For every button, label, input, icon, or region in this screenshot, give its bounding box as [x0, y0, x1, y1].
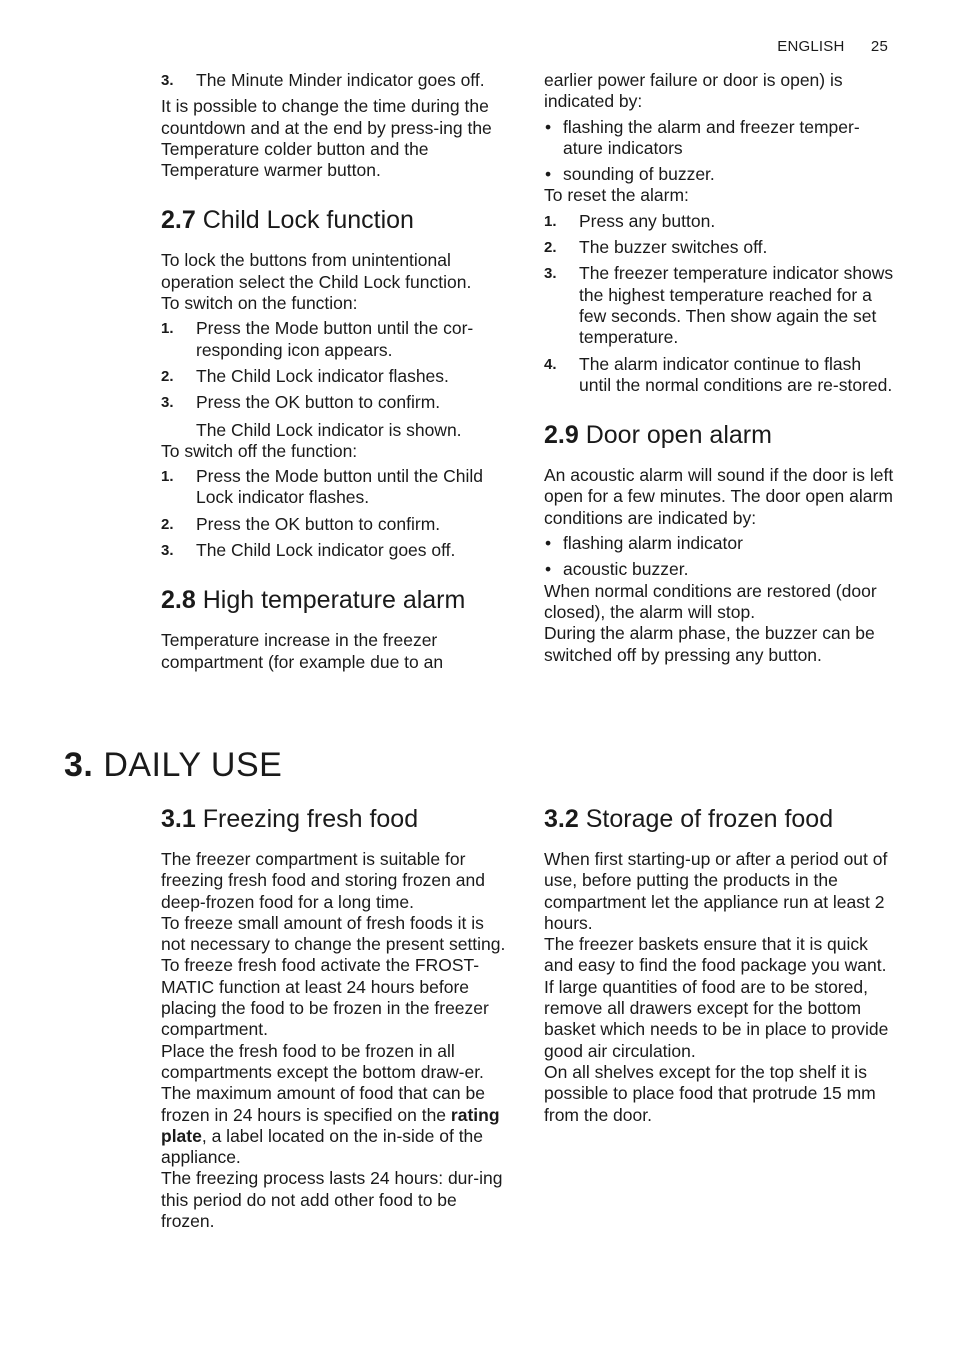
step-note: The Child Lock indicator is shown.	[196, 419, 462, 440]
paragraph: When normal conditions are restored (door closed), the alarm will stop.	[544, 580, 877, 622]
section-number: 3.1	[161, 805, 196, 833]
step-number: 2.	[161, 367, 174, 385]
step-number: 2.	[161, 515, 174, 533]
bullet-item	[544, 164, 894, 185]
section-number: 3.2	[544, 805, 579, 833]
step-number: 3.	[161, 72, 174, 89]
paragraph	[161, 1083, 511, 1168]
paragraph: To freeze small amount of fresh foods it is not necessary to change the present setting.	[161, 912, 506, 955]
left-column-bottom	[161, 804, 511, 1232]
switch-on-steps	[161, 318, 511, 413]
paragraph: earlier power failure or door is open) is indicated by:	[544, 70, 843, 112]
paragraph: The freezing process lasts 24 hours: dur-ing this period do not add other food to be frozen.	[161, 1168, 503, 1232]
right-column-bottom	[544, 804, 894, 1126]
step-item	[161, 540, 511, 561]
step-text: The buzzer switches off.	[579, 237, 768, 258]
bullet-icon: •	[545, 559, 552, 580]
step-item	[161, 392, 511, 413]
section-title: Freezing fresh food	[202, 805, 419, 833]
section-title: Storage of frozen food	[585, 805, 834, 833]
text-run: , a label located on the in-side of the appliance.	[161, 1125, 484, 1168]
paragraph: An acoustic alarm will sound if the door is left open for a few minutes. The door open alarm conditions are indicated by:	[544, 465, 894, 528]
section-number: 2.7	[161, 206, 196, 235]
reset-alarm-steps	[544, 211, 894, 396]
language-label: ENGLISH	[777, 38, 845, 55]
alarm-indicator-list	[544, 117, 894, 186]
section-title: Child Lock function	[202, 206, 414, 235]
door-alarm-indicator-list	[544, 533, 894, 581]
paragraph: When first starting-up or after a period out of use, before putting the products in the compartment let the appliance run at least 2 hours.	[544, 849, 888, 933]
bullet-item	[544, 559, 894, 580]
step-item	[161, 70, 511, 91]
step-number: 3.	[161, 542, 174, 560]
chapter-number: 3.	[64, 746, 94, 784]
section-heading-3-1	[161, 804, 511, 834]
step-item	[544, 237, 894, 258]
right-column-top	[544, 70, 894, 666]
section-number: 2.8	[161, 586, 196, 615]
bullet-text: sounding of buzzer.	[563, 164, 715, 185]
paragraph: To reset the alarm:	[544, 185, 689, 206]
step-text: Press the OK button to confirm.	[196, 513, 441, 534]
step-item	[544, 354, 894, 397]
paragraph: To switch off the function:	[161, 440, 358, 461]
minute-minder-steps	[161, 70, 511, 91]
left-column-top	[161, 70, 511, 673]
section-heading-3-2	[544, 804, 894, 834]
paragraph: During the alarm phase, the buzzer can be switched off by pressing any button.	[544, 623, 875, 665]
step-item	[544, 263, 894, 348]
text-run: The maximum amount of food that can be frozen in 24 hours is specified on the	[161, 1083, 485, 1125]
section-title: Door open alarm	[585, 421, 772, 450]
rating-plate-term: rating plate	[161, 1104, 500, 1146]
chapter-heading	[64, 746, 282, 785]
paragraph: The freezer baskets ensure that it is quick and easy to find the food package you want. If large quantities of food are to be stored, remove all drawers except for the bottom basket which needs to be in place to provide good air circulation.	[544, 934, 889, 1061]
step-text: Press the Mode button until the Child Lock indicator flashes.	[196, 466, 483, 508]
step-number: 1.	[544, 212, 557, 230]
section-heading-2-9	[544, 420, 894, 450]
bullet-icon: •	[545, 533, 552, 554]
step-item	[161, 366, 511, 387]
bullet-icon: •	[545, 116, 552, 137]
step-text: Press the OK button to confirm.	[196, 392, 441, 413]
step-number: 2.	[544, 239, 557, 257]
chapter-title: DAILY USE	[103, 746, 283, 784]
paragraph: To switch on the function:	[161, 293, 358, 314]
paragraph: Temperature increase in the freezer compartment (for example due to an	[161, 630, 444, 672]
step-item	[544, 211, 894, 232]
step-item	[161, 318, 511, 361]
step-number: 3.	[544, 265, 557, 283]
bullet-text: flashing the alarm and freezer temper-ature indicators	[563, 116, 860, 158]
step-text: The freezer temperature indicator shows the highest temperature reached for a few seconds. Then show again the set temperature.	[579, 263, 894, 348]
step-text: The Minute Minder indicator goes off.	[196, 70, 485, 90]
paragraph: To lock the buttons from unintentional operation select the Child Lock function.	[161, 250, 472, 292]
step-number: 4.	[544, 355, 557, 373]
step-text: The alarm indicator continue to flash until the normal conditions are re-stored.	[579, 353, 893, 395]
paragraph: On all shelves except for the top shelf it is possible to place food that protrude 15 mm from the door.	[544, 1061, 876, 1125]
step-item	[161, 514, 511, 535]
step-text: The Child Lock indicator flashes.	[196, 365, 449, 386]
bullet-item	[544, 117, 894, 160]
switch-off-steps	[161, 466, 511, 561]
step-number: 1.	[161, 320, 174, 338]
step-text: Press the Mode button until the cor-responding icon appears.	[196, 318, 474, 360]
section-heading-2-8	[161, 585, 511, 615]
bullet-text: acoustic buzzer.	[563, 559, 689, 580]
paragraph: The freezer compartment is suitable for freezing fresh food and storing frozen and deep-frozen food for a long time.	[161, 849, 485, 912]
page-header	[777, 38, 888, 55]
section-number: 2.9	[544, 421, 579, 450]
bullet-item	[544, 533, 894, 554]
section-heading-2-7	[161, 205, 511, 235]
paragraph: Place the fresh food to be frozen in all compartments except the bottom draw-er.	[161, 1040, 484, 1082]
step-text: The Child Lock indicator goes off.	[196, 540, 456, 561]
paragraph: To freeze fresh food activate the FROST-MATIC function at least 24 hours before placing the food to be frozen in the freezer compartment.	[161, 955, 489, 1040]
step-number: 1.	[161, 468, 174, 486]
bullet-icon: •	[545, 164, 552, 185]
paragraph: It is possible to change the time during the countdown and at the end by press-ing the Temperature colder button and the Temperature warmer button.	[161, 96, 492, 181]
bullet-text: flashing alarm indicator	[563, 533, 743, 554]
step-item	[161, 466, 511, 509]
page-number: 25	[870, 38, 888, 55]
step-text: Press any button.	[579, 210, 716, 231]
section-title: High temperature alarm	[202, 586, 466, 615]
step-number: 3.	[161, 394, 174, 412]
